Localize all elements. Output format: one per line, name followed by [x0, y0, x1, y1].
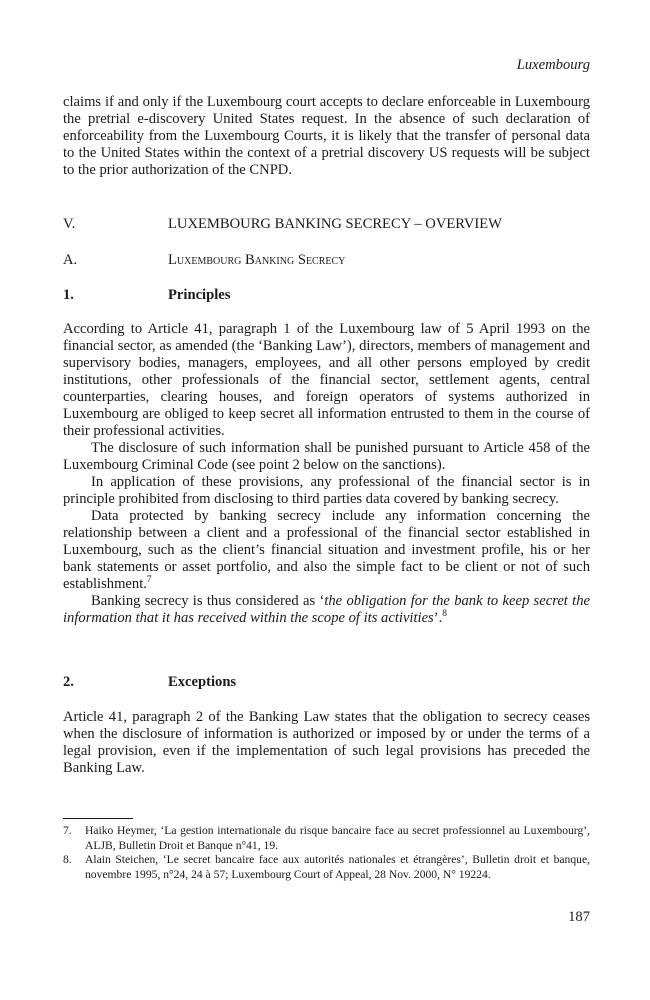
footnote-separator	[63, 818, 133, 819]
section-v-number: V.	[63, 216, 76, 232]
page-number: 187	[568, 909, 590, 925]
footnote-7	[63, 824, 590, 853]
section-a-title: Luxembourg Banking Secrecy	[168, 252, 346, 268]
section-1-paragraph-1: According to Article 41, paragraph 1 of the Luxembourg law of 5 April 1993 on the financial sector, as amended (the ‘Banking Law’), directors, members of management and supervisory bodies, managers, employees, and all other persons employed by credit institutions, other professionals of the financial sector, settlement agents, central counterparties, clearing houses, and foreign operators of systems authorized in Luxembourg are obliged to keep secret all information entrusted to them in the course of their professional activities.	[63, 321, 590, 439]
footnote-7-text: Haiko Heymer, ‘La gestion internationale du risque bancaire face au secret professionnel au Luxembourg’, ALJB, Bulletin Droit et Banque n°41, 19.	[85, 824, 590, 852]
section-1-number: 1.	[63, 287, 74, 303]
intro-paragraph: claims if and only if the Luxembourg court accepts to declare enforceable in Luxembourg the pretrial e-discovery United States request. In the absence of such declaration of enforceability from the Luxembourg Courts, it is likely that the transfer of personal data to the United States within the context of a pretrial discovery US requests will be subject to the prior authorization of the CNPD.	[63, 94, 590, 178]
section-a-number: A.	[63, 252, 78, 268]
section-2-number: 2.	[63, 674, 74, 690]
footnote-8-text: Alain Steichen, ‘Le secret bancaire face aux autorités nationales et étrangères’, Bulletin droit et banque, novembre 1995, n°24, 24 à 57; Luxembourg Court of Appeal, 28 Nov. 2000, N° 19224.	[85, 853, 590, 881]
section-1-paragraph-4-text: Data protected by banking secrecy include any information concerning the relationship between a client and a professional of the financial sector established in Luxembourg, such as the client’s financial situation and investment profile, his or her bank statements or asset portfolio, and also the simple fact to be client or not of such establishment.	[63, 508, 590, 592]
section-1-body	[63, 321, 590, 627]
running-head: Luxembourg	[516, 57, 590, 73]
section-1-paragraph-5-tail: ’.	[433, 610, 443, 626]
footnote-8	[63, 853, 590, 882]
section-2-paragraph-1: Article 41, paragraph 2 of the Banking Law states that the obligation to secrecy ceases when the disclosure of information is authorized or imposed by or under the terms of a legal provision, even if the implementation of such legal provisions has preceded the Banking Law.	[63, 709, 590, 776]
footnote-8-number: 8.	[63, 853, 72, 866]
section-1-paragraph-2: The disclosure of such information shall be punished pursuant to Article 458 of the Luxembourg Criminal Code (see point 2 below on the sanctions).	[63, 440, 590, 473]
section-1-paragraph-5	[63, 593, 590, 627]
section-1-heading	[63, 287, 590, 304]
section-1-paragraph-5-quote: the obligation for the bank to keep secret the information that it has received within the scope of its activities	[63, 593, 590, 626]
section-2-heading	[63, 674, 590, 691]
section-1-title: Principles	[168, 287, 231, 303]
section-1-paragraph-5-lead: Banking secrecy is thus considered as ‘	[91, 593, 325, 609]
section-1-paragraph-3: In application of these provisions, any professional of the financial sector is in principle prohibited from disclosing to third parties data covered by banking secrecy.	[63, 474, 590, 507]
section-2-title: Exceptions	[168, 674, 237, 690]
footnote-7-number: 7.	[63, 824, 72, 837]
section-v-heading	[63, 216, 590, 233]
section-a-heading	[63, 252, 590, 269]
section-1-paragraph-4	[63, 508, 590, 593]
footnote-ref-7: 7	[146, 575, 152, 585]
section-v-title: LUXEMBOURG BANKING SECRECY – OVERVIEW	[168, 216, 502, 232]
footnote-ref-8: 8	[442, 609, 448, 619]
